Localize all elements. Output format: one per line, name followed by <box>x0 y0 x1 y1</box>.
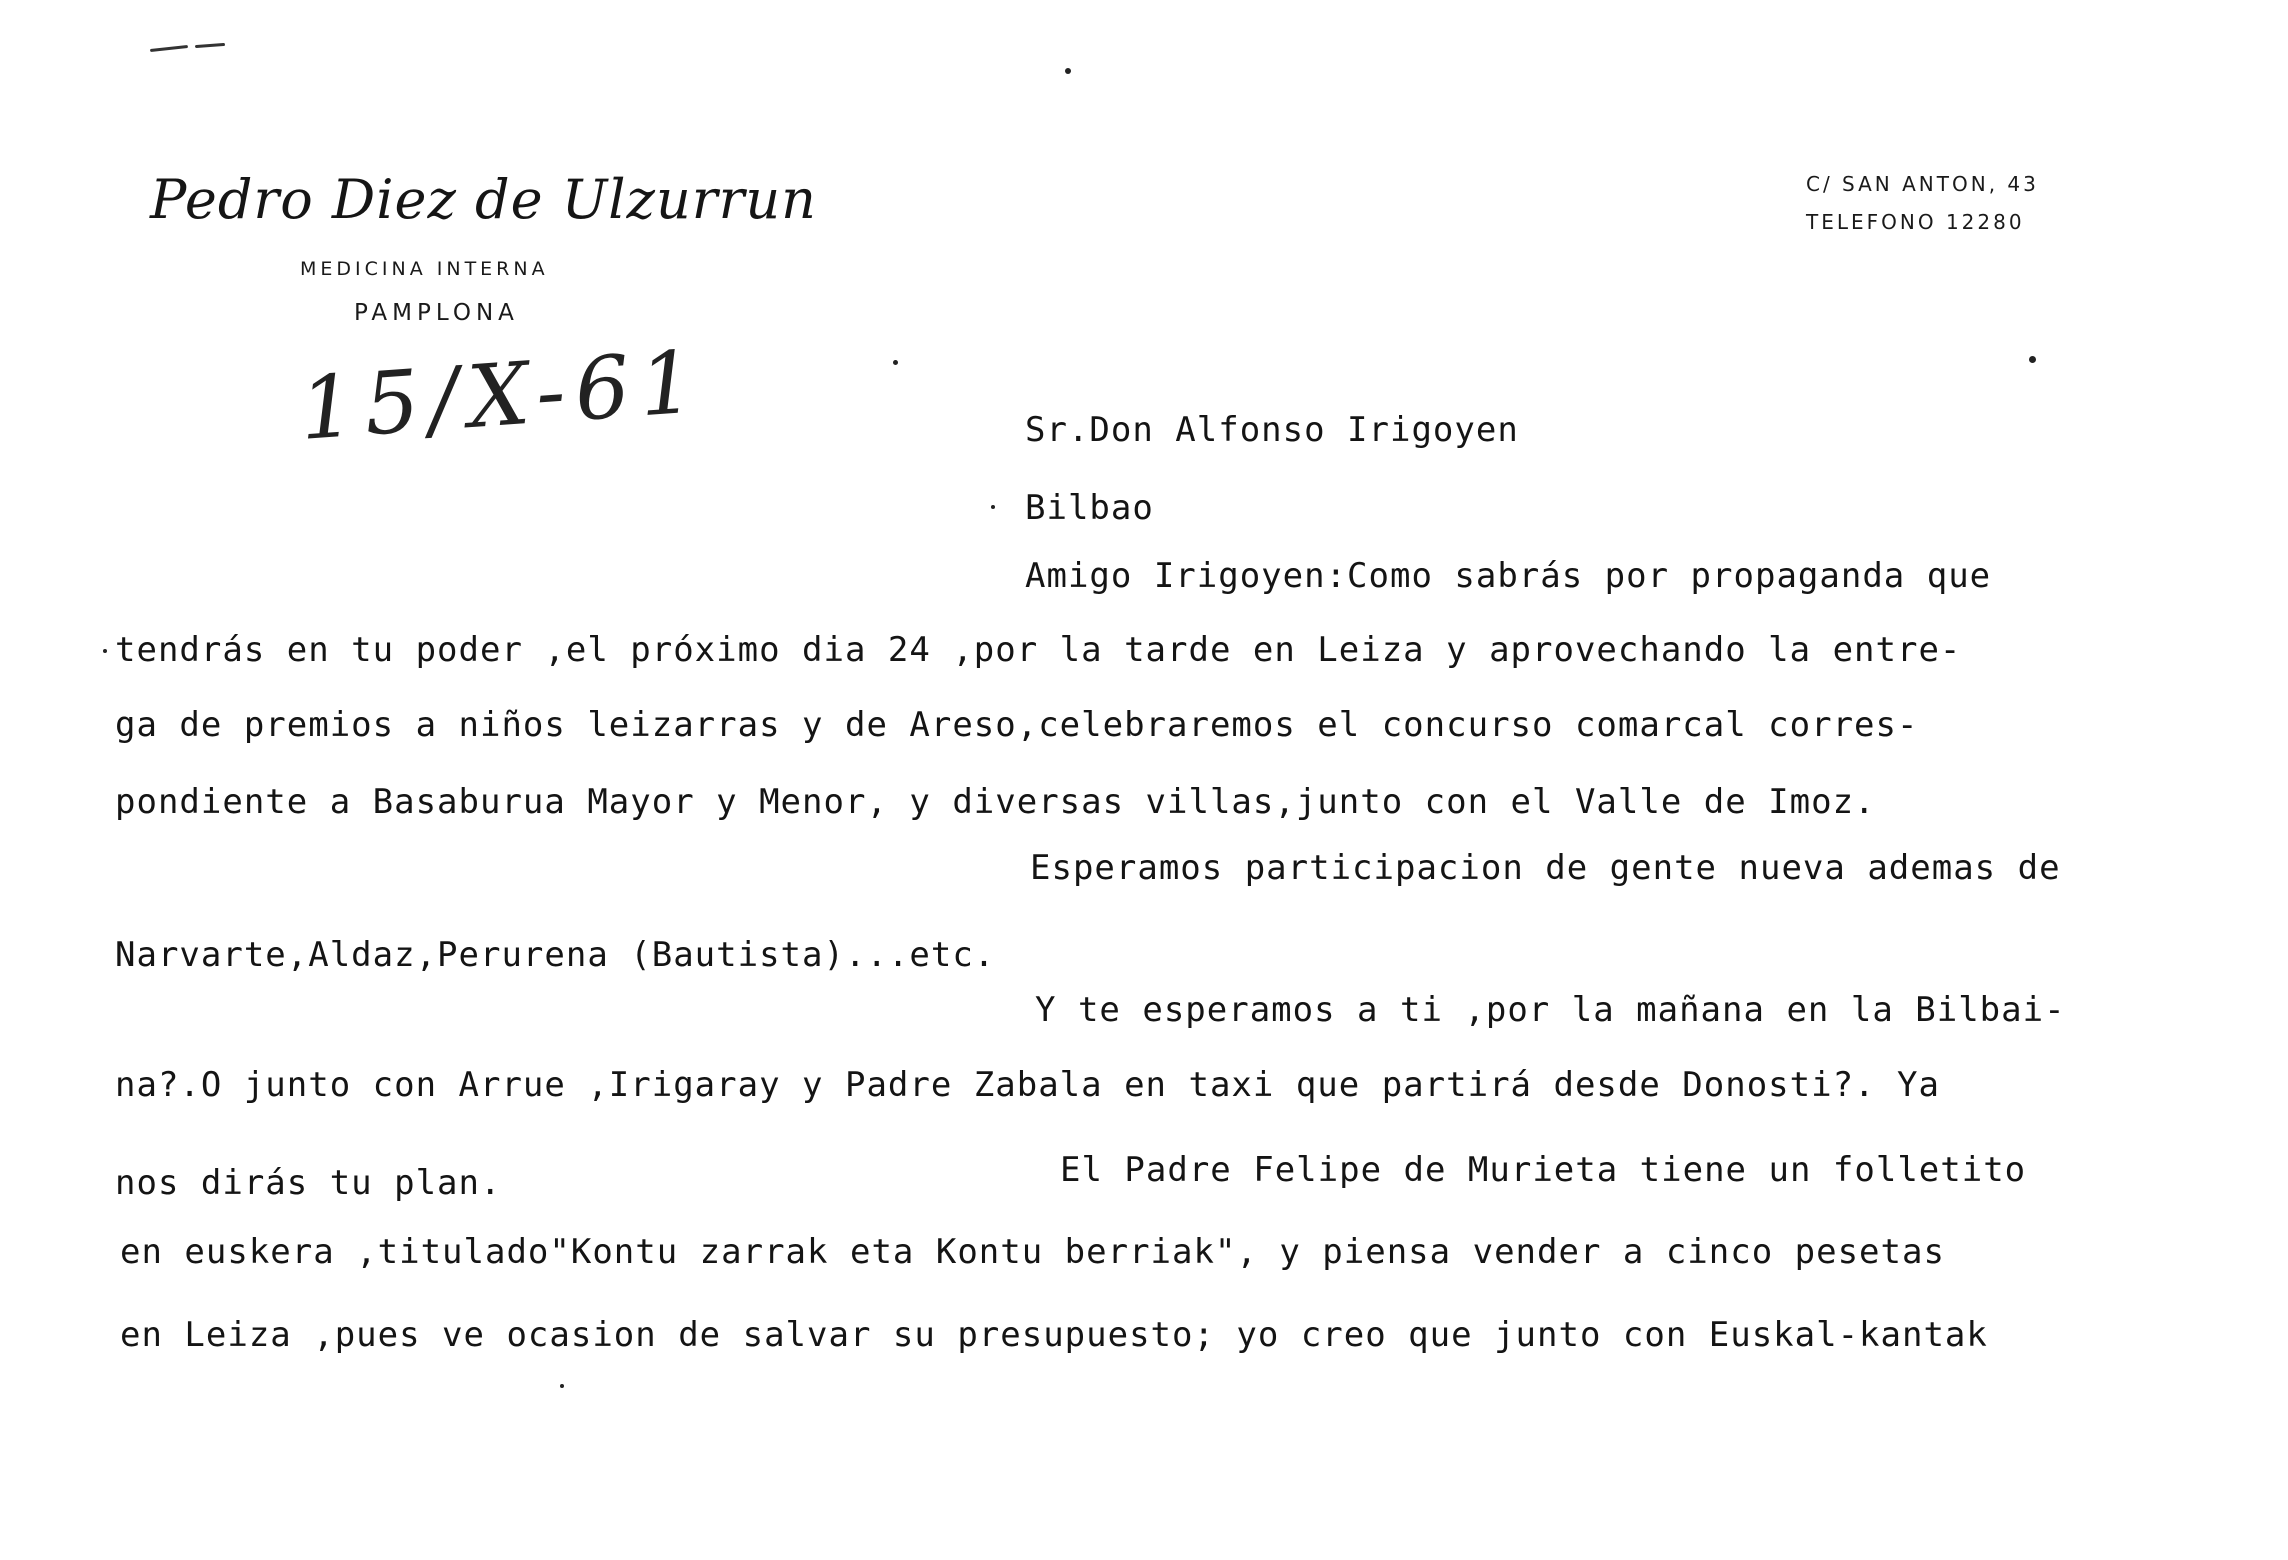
scan-speck <box>2029 356 2036 363</box>
scan-speck <box>1065 68 1071 74</box>
body-line: Amigo Irigoyen:Como sabrás por propaganda que <box>1025 556 1992 596</box>
body-line: Y te esperamos a ti ,por la mañana en la Bilbai- <box>1035 990 2066 1030</box>
letterhead-phone: TELEFONO 12280 <box>1806 210 2025 234</box>
body-line: na?.O junto con Arrue ,Irigaray y Padre Zabala en taxi que partirá desde Donosti?. Ya <box>115 1065 1940 1105</box>
letterhead-address: C/ SAN ANTON, 43 <box>1806 172 2039 196</box>
handwritten-date: 15/X-61 <box>296 331 708 460</box>
body-line: ga de premios a niños leizarras y de Areso,celebraremos el concurso comarcal corres- <box>115 705 1919 745</box>
body-line: en Leiza ,pues ve ocasion de salvar su presupuesto; yo creo que junto con Euskal-kantak <box>120 1315 1988 1355</box>
scan-mark <box>150 45 188 52</box>
body-line: pondiente a Basaburua Mayor y Menor, y diversas villas,junto con el Valle de Imoz. <box>115 782 1876 822</box>
scan-speck <box>103 649 107 653</box>
body-line: El Padre Felipe de Murieta tiene un folletito <box>1060 1150 2027 1190</box>
body-line: tendrás en tu poder ,el próximo dia 24 ,por la tarde en Leiza y aprovechando la entre- <box>115 630 1962 670</box>
body-line: en euskera ,titulado"Kontu zarrak eta Kontu berriak", y piensa vender a cinco pesetas <box>120 1232 1945 1272</box>
recipient-name-line: Sr.Don Alfonso Irigoyen <box>1025 410 1519 450</box>
recipient-city: Bilbao <box>1025 488 1154 528</box>
letterhead-name: Pedro Diez de Ulzurrun <box>150 168 817 231</box>
body-line: nos dirás tu plan. <box>115 1163 502 1203</box>
body-line: Esperamos participacion de gente nueva ademas de <box>1030 848 2061 888</box>
scan-speck <box>560 1384 564 1388</box>
scan-speck <box>991 505 995 509</box>
body-line: Narvarte,Aldaz,Perurena (Bautista)...etc. <box>115 935 996 975</box>
scan-mark <box>195 43 225 48</box>
letterhead-specialty: MEDICINA INTERNA <box>300 258 549 280</box>
letterhead-city: PAMPLONA <box>354 300 519 326</box>
scan-speck <box>893 360 898 365</box>
